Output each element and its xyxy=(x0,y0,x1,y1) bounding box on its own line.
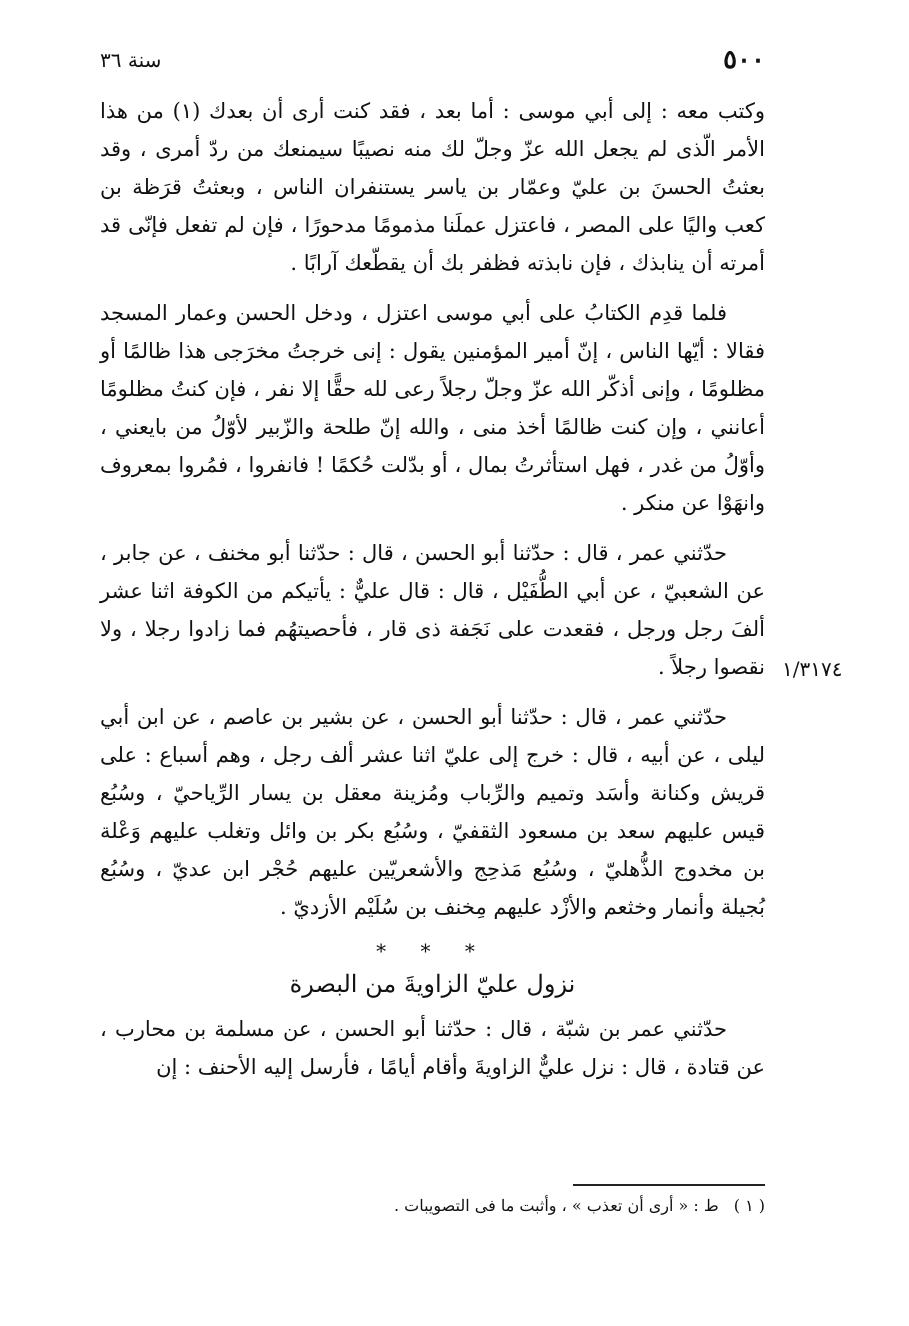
paragraph-letter: وكتب معه : إلى أبي موسى : أما بعد ، فقد كنت أرى أن بعدك (١) من هذا الأمر الّذى لم يجعل الله عزّ وجلّ لك منه نصيبًا سيمنعك من ردّ أمرى ، وقد بعثتُ الحسنَ بن عليّ وعمّار بن ياسر يستنفران الناس ، وبعثتُ قرَظة بن كعب واليًا على المصر ، فاعتزل عملَنا مذمومًا مدحورًا ، فإن لم تفعل فإنّى قد أمرته أن ينابذك ، فإن نابذته فظفر بك أن يقطّعك آرابًا . xyxy=(100,99,765,275)
footnote-divider xyxy=(573,1184,765,1186)
margin-reference: ١/٣١٧٤ xyxy=(782,657,843,681)
footnote-number: ( ١ ) xyxy=(733,1196,765,1215)
footnote xyxy=(100,1192,765,1220)
footnote-text: ط : « أرى أن تعذب » ، وأثبت ما فى التصويبات . xyxy=(393,1196,719,1215)
paragraph-speech: فلما قدِم الكتابُ على أبي موسى اعتزل ، ودخل الحسن وعمار المسجد فقالا : أيّها الناس ، إنّ أمير المؤمنين يقول : إنى خرجتُ مخرَجى هذا ظالمًا أو مظلومًا ، وإنى أذكّر الله عزّ وجلّ رجلاً رعى لله حقًّا إلا نفر ، فإن كنتُ مظلومًا أعانني ، وإن كنت ظالمًا أخذ منى ، والله إنّ طلحة والزّبير لأوّلُ من بايعني ، وأوّلُ من غدر ، فهل استأثرتُ بمال ، أو بدّلت حُكمًا ! فانفروا ، فمُروا بمعروف وانهَوْا عن منكر . xyxy=(100,301,765,515)
paragraph-narration-jabir: حدّثني عمر ، قال : حدّثنا أبو الحسن ، قال : حدّثنا أبو مخنف ، عن جابر ، عن الشعبيّ ، عن أبي الطُّفَيْل ، قال : قال عليٌّ : يأتيكم من الكوفة اثنا عشر ألفَ رجل ورجل ، فقعدت على نَجَفة ذى قار ، فأحصيتهُم فما زادوا رجلا ، ولا نقصوا رجلاً . xyxy=(100,541,765,679)
running-header xyxy=(100,40,765,80)
paragraph-narration-ibn-abi-layla: حدّثني عمر ، قال : حدّثنا أبو الحسن ، عن بشير بن عاصم ، عن ابن أبي ليلى ، عن أبيه ، قال : خرج إلى عليّ اثنا عشر ألف رجل ، وهم أسباع : على قريش وكنانة وأسَد وتميم والرِّباب ومُزينة معقل بن يسار الرِّياحيّ ، وسُبُع قيس عليهم سعد بن مسعود الثقفيّ ، وسُبُع بكر بن وائل وتغلب عليهم وَعْلة بن مخدوج الذُّهليّ ، وسُبُع مَذحِج والأشعريّين عليهم حُجْر ابن عديّ ، وسُبُع بُجيلة وأنمار وخثعم والأزْد عليهم مِخنف بن سُلَيْم الأزديّ . xyxy=(100,705,765,919)
year-label: سنة ٣٦ xyxy=(100,48,162,72)
paragraph-section-opening: حدّثني عمر بن شبّة ، قال : حدّثنا أبو الحسن ، عن مسلمة بن محارب ، عن قتادة ، قال : نزل عليٌّ الزاويةَ وأقام أيامًا ، فأرسل إليه الأحنف : إن xyxy=(100,1017,765,1079)
body-text xyxy=(100,92,765,1098)
section-separator: * * * xyxy=(376,939,489,963)
page-number: ٥٠٠ xyxy=(723,45,765,75)
section-title: نزول عليّ الزاويةَ من البصرة xyxy=(289,970,576,998)
